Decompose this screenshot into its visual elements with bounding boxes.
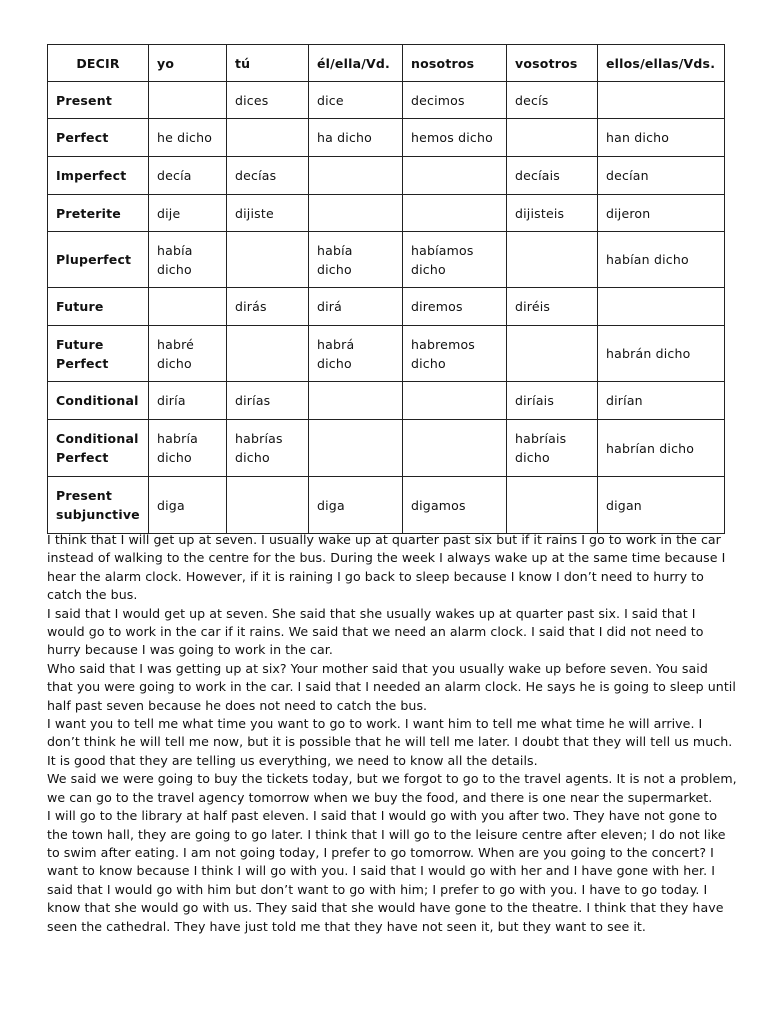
cell-text: dices bbox=[235, 92, 269, 108]
passage-paragraph: I said that I would get up at seven. She said that she usually wakes up at quarter past six. I said that I would go to work in the car if it rains. We said that we need an alarm clock. I said that I did not need to hurry because I was going to work in the car. bbox=[47, 605, 704, 658]
table-cell bbox=[227, 232, 309, 288]
cell-text: diga bbox=[317, 497, 345, 513]
table-row bbox=[48, 382, 725, 420]
table-row bbox=[48, 119, 725, 157]
table-row bbox=[48, 195, 725, 232]
cell-text: había dicho bbox=[317, 242, 353, 277]
table-cell bbox=[149, 195, 227, 232]
tense-label bbox=[48, 195, 149, 232]
cell-text: diréis bbox=[515, 299, 551, 314]
tense-label-text: Present subjunctive bbox=[56, 488, 140, 522]
cell-text: dirá bbox=[317, 299, 343, 314]
table-cell bbox=[403, 420, 507, 477]
header-cell: yo bbox=[149, 45, 227, 82]
table-cell bbox=[598, 382, 725, 420]
table-cell bbox=[309, 195, 403, 232]
table-cell bbox=[309, 477, 403, 534]
cell-text: dirás bbox=[235, 299, 267, 314]
table-cell bbox=[227, 157, 309, 195]
table-cell bbox=[507, 119, 598, 157]
cell-text: habrá dicho bbox=[317, 336, 355, 371]
cell-text: han dicho bbox=[606, 130, 670, 145]
table-cell bbox=[598, 119, 725, 157]
passage-paragraph: I think that I will get up at seven. I usually wake up at quarter past six but if it rains I go to work in the car instead of walking to the centre for the bus. During the week I always wake up at the same time because I hear the alarm clock. However, if it is raining I go back to sleep because I know I don’t need to hurry to catch the bus. bbox=[47, 532, 726, 603]
cell-text: habremos dicho bbox=[411, 336, 476, 371]
header-cell: tú bbox=[227, 45, 309, 82]
table-cell bbox=[403, 382, 507, 420]
passage-paragraph: Who said that I was getting up at six? Your mother said that you usually wake up before seven. You said that you were going to work in the car. I said that I needed an alarm clock. He says he is going to sleep until half past seven because he does not need to catch the bus. bbox=[47, 660, 736, 713]
table-cell bbox=[309, 288, 403, 326]
cell-text: dije bbox=[157, 205, 181, 221]
table-cell bbox=[507, 232, 598, 288]
translation-passage bbox=[47, 531, 737, 936]
cell-text: dijiste bbox=[235, 205, 274, 221]
table-cell bbox=[507, 326, 598, 382]
tense-label bbox=[48, 82, 149, 119]
table-cell bbox=[598, 288, 725, 326]
table-cell bbox=[149, 326, 227, 382]
cell-text: habrán dicho bbox=[606, 346, 691, 361]
table-cell bbox=[598, 477, 725, 534]
table-cell bbox=[598, 82, 725, 119]
table-cell bbox=[507, 382, 598, 420]
table-row bbox=[48, 288, 725, 326]
table-cell bbox=[403, 326, 507, 382]
table-cell bbox=[598, 420, 725, 477]
table-cell bbox=[149, 288, 227, 326]
tense-label-text: Perfect bbox=[56, 130, 109, 145]
header-cell: ellos/ellas/Vds. bbox=[598, 45, 725, 82]
table-cell bbox=[403, 232, 507, 288]
tense-label-text: Conditional bbox=[56, 393, 139, 408]
table-cell bbox=[227, 326, 309, 382]
table-cell bbox=[149, 420, 227, 477]
passage-paragraph: We said we were going to buy the tickets today, but we forgot to go to the travel agents. It is not a problem, we can go to the travel agency tomorrow when we buy the food, and there is one near the supermarket. bbox=[47, 771, 737, 805]
passage-paragraph: I will go to the library at half past eleven. I said that I would go with you after two. They have not gone to the town hall, they are going to go later. I think that I will go to the leisure centre after eleven; I do not like to swim after eating. I am not going today, I prefer to go tomorrow. When are you going to the concert? I want to know because I think I will go with you. I said that I would go with her and I have gone with her. I said that I would go with him but don’t want to go with him; I prefer to go with you. I have to go today. I know that she would go with us. They said that she would have gone to the theatre. I think that they have seen the cathedral. They have just told me that they have not seen it, but they want to see it. bbox=[47, 808, 726, 934]
table-cell bbox=[598, 326, 725, 382]
table-cell bbox=[309, 119, 403, 157]
table-cell bbox=[309, 82, 403, 119]
table-row bbox=[48, 477, 725, 534]
table-cell bbox=[149, 157, 227, 195]
header-cell: DECIR bbox=[48, 45, 149, 82]
header-cell: vosotros bbox=[507, 45, 598, 82]
tense-label-text: Future bbox=[56, 299, 104, 314]
tense-label bbox=[48, 157, 149, 195]
header-cell: él/ella/Vd. bbox=[309, 45, 403, 82]
tense-label-text: Conditional Perfect bbox=[56, 431, 139, 465]
table-header-row bbox=[48, 45, 725, 82]
tense-label bbox=[48, 326, 149, 382]
cell-text: decía bbox=[157, 168, 192, 183]
table-cell bbox=[507, 477, 598, 534]
table-row bbox=[48, 326, 725, 382]
cell-text: habré dicho bbox=[157, 336, 195, 371]
table-cell bbox=[507, 288, 598, 326]
cell-text: diría bbox=[157, 393, 186, 408]
table-cell bbox=[507, 157, 598, 195]
table-cell bbox=[403, 477, 507, 534]
cell-text: habían dicho bbox=[606, 252, 689, 267]
tense-label bbox=[48, 382, 149, 420]
table-cell bbox=[149, 232, 227, 288]
cell-text: habíamos dicho bbox=[411, 242, 474, 277]
cell-text: hemos dicho bbox=[411, 130, 493, 145]
table-body bbox=[48, 82, 725, 534]
table-cell bbox=[507, 420, 598, 477]
cell-text: dijisteis bbox=[515, 205, 565, 221]
cell-text: digamos bbox=[411, 497, 466, 513]
cell-text: diremos bbox=[411, 299, 463, 314]
table-cell bbox=[309, 157, 403, 195]
conjugation-table bbox=[47, 44, 725, 534]
table-cell bbox=[403, 82, 507, 119]
table-cell bbox=[227, 477, 309, 534]
table-cell bbox=[149, 119, 227, 157]
tense-label bbox=[48, 232, 149, 288]
cell-text: decíais bbox=[515, 168, 561, 183]
cell-text: decías bbox=[235, 168, 277, 183]
table-cell bbox=[227, 382, 309, 420]
cell-text: diríais bbox=[515, 393, 555, 408]
table-row bbox=[48, 420, 725, 477]
cell-text: dirían bbox=[606, 393, 643, 408]
cell-text: dirías bbox=[235, 393, 271, 408]
table-cell bbox=[309, 420, 403, 477]
cell-text: digan bbox=[606, 497, 642, 513]
table-cell bbox=[149, 382, 227, 420]
tense-label bbox=[48, 420, 149, 477]
table-cell bbox=[227, 82, 309, 119]
tense-label bbox=[48, 119, 149, 157]
header-cell: nosotros bbox=[403, 45, 507, 82]
cell-text: dice bbox=[317, 92, 344, 108]
table-cell bbox=[227, 195, 309, 232]
table-cell bbox=[309, 382, 403, 420]
table-cell bbox=[598, 195, 725, 232]
table-row bbox=[48, 157, 725, 195]
table-cell bbox=[227, 288, 309, 326]
table-cell bbox=[598, 232, 725, 288]
cell-text: habríais dicho bbox=[515, 431, 567, 465]
table-cell bbox=[227, 119, 309, 157]
cell-text: habría dicho bbox=[157, 431, 198, 465]
cell-text: decimos bbox=[411, 92, 465, 108]
cell-text: habrían dicho bbox=[606, 440, 695, 456]
tense-label bbox=[48, 477, 149, 534]
table-cell bbox=[149, 82, 227, 119]
tense-label-text: Pluperfect bbox=[56, 252, 132, 267]
cell-text: había dicho bbox=[157, 242, 193, 277]
table-row bbox=[48, 232, 725, 288]
table-cell bbox=[598, 157, 725, 195]
table-cell bbox=[227, 420, 309, 477]
tense-label-text: Preterite bbox=[56, 205, 121, 221]
table-cell bbox=[507, 82, 598, 119]
table-row bbox=[48, 82, 725, 119]
table-cell bbox=[309, 326, 403, 382]
table-cell bbox=[309, 232, 403, 288]
cell-text: he dicho bbox=[157, 130, 213, 145]
tense-label-text: Future Perfect bbox=[56, 336, 109, 371]
tense-label-text: Present bbox=[56, 92, 112, 108]
cell-text: diga bbox=[157, 497, 185, 513]
table-cell bbox=[403, 288, 507, 326]
table-cell bbox=[149, 477, 227, 534]
cell-text: ha dicho bbox=[317, 130, 373, 145]
tense-label bbox=[48, 288, 149, 326]
table-cell bbox=[403, 119, 507, 157]
cell-text: dijeron bbox=[606, 205, 651, 221]
table-cell bbox=[403, 157, 507, 195]
cell-text: habrías dicho bbox=[235, 431, 283, 465]
cell-text: decían bbox=[606, 168, 649, 183]
table-cell bbox=[507, 195, 598, 232]
tense-label-text: Imperfect bbox=[56, 168, 127, 183]
cell-text: decís bbox=[515, 92, 549, 108]
passage-paragraph: I want you to tell me what time you want to go to work. I want him to tell me what time he will arrive. I don’t think he will tell me now, but it is possible that he will tell me later. I doubt that they will tell us much. It is good that they are telling us everything, we need to know all the details. bbox=[47, 716, 733, 768]
table-cell bbox=[403, 195, 507, 232]
